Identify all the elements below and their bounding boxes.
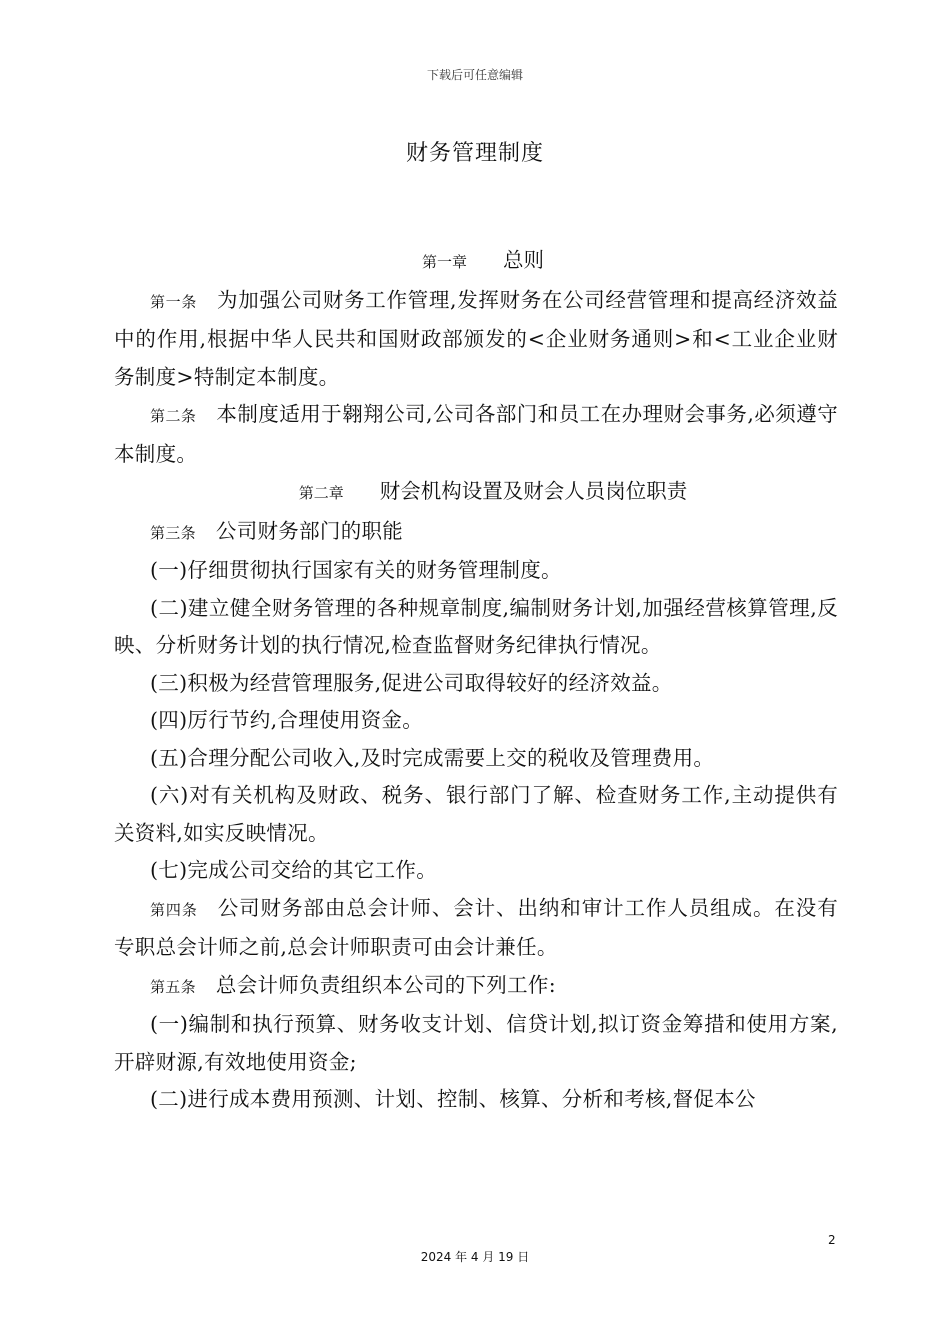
list-item: (一)编制和执行预算、财务收支计划、信贷计划,拟订资金筹措和使用方案,开辟财源,有效地使用资金; [114,1012,838,1074]
list-item: (七)完成公司交给的其它工作。 [150,858,437,882]
article-paragraph [114,396,838,473]
list-item: (六)对有关机构及财政、税务、银行部门了解、检查财务工作,主动提供有关资料,如实反映情况。 [114,783,838,845]
chapter-heading [114,242,838,282]
article-text: 公司财务部门的职能 [215,518,404,543]
page-number: 2 [828,1233,836,1247]
list-item: (五)合理分配公司收入,及时完成需要上交的税收及管理费用。 [150,745,715,770]
article-paragraph [114,967,838,1007]
list-item: (一)仔细贯彻执行国家有关的财务管理制度。 [150,558,562,582]
article-text: 为加强公司财务工作管理,发挥财务在公司经营管理和提高经济效益中的作用,根据中华人民共和国财政部颁发的<企业财务通则>和<工业企业财务制度>特制定本制度。 [114,287,839,389]
chapter-heading [114,473,838,513]
footer-date: 2024 年 4 月 19 日 [420,1250,530,1264]
header-note: 下载后可任意编辑 [426,68,523,82]
document-body [114,242,838,1119]
article-text: 总会计师负责组织本公司的下列工作: [215,972,556,997]
article-text: 本制度适用于翱翔公司,公司各部门和员工在办理财会事务,必须遵守本制度。 [114,402,838,466]
chapter-number: 第二章 [298,484,344,502]
list-item: (三)积极为经营管理服务,促进公司取得较好的经济效益。 [150,670,673,695]
article-number: 第四条 [150,900,198,919]
article-number: 第二条 [150,407,197,425]
article-paragraph [114,890,838,967]
article-paragraph [114,513,838,553]
article-number: 第一条 [150,292,198,311]
document-title: 财务管理制度 [405,141,544,166]
list-item: (二)进行成本费用预测、计划、控制、核算、分析和考核,督促本公 [150,1087,756,1111]
list-item: (四)厉行节约,合理使用资金。 [150,708,424,732]
chapter-number: 第一章 [421,253,467,271]
article-number: 第五条 [150,977,196,996]
chapter-title: 财会机构设置及财会人员岗位职责 [379,479,688,503]
article-number: 第三条 [150,523,196,542]
chapter-title: 总则 [503,248,544,272]
article-paragraph [114,282,838,397]
list-item: (二)建立健全财务管理的各种规章制度,编制财务计划,加强经营核算管理,反映、分析财务计划的执行情况,检查监督财务纪律执行情况。 [114,595,838,657]
article-text: 公司财务部由总会计师、会计、出纳和审计工作人员组成。在没有专职总会计师之前,总会计师职责可由会计兼任。 [114,895,838,959]
